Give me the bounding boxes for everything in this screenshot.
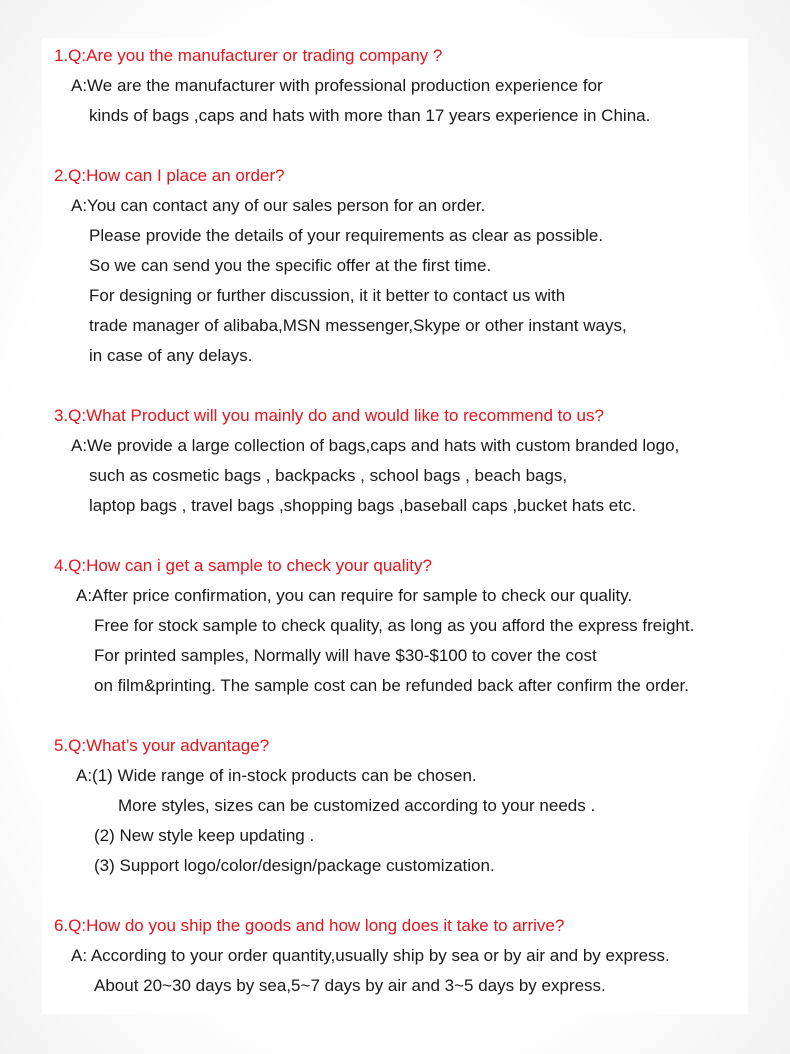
faq-answer-line: A:We provide a large collection of bags,caps and hats with custom branded logo, <box>71 436 680 455</box>
faq-answer-line: (2) New style keep updating . <box>94 826 315 845</box>
faq-answer-line: laptop bags , travel bags ,shopping bags ,baseball caps ,bucket hats etc. <box>89 496 637 515</box>
faq-item-6 <box>54 911 748 1001</box>
faq-question: 1.Q:Are you the manufacturer or trading company ? <box>54 46 443 65</box>
faq-answer-line: Please provide the details of your requirements as clear as possible. <box>89 226 604 245</box>
faq-answer-line: So we can send you the specific offer at the first time. <box>89 256 492 275</box>
faq-answer-line: For printed samples, Normally will have $30-$100 to cover the cost <box>94 646 597 665</box>
faq-question: 2.Q:How can I place an order? <box>54 166 285 185</box>
faq-answer-line: trade manager of alibaba,MSN messenger,Skype or other instant ways, <box>89 316 627 335</box>
faq-answer-line: About 20~30 days by sea,5~7 days by air and 3~5 days by express. <box>94 976 606 995</box>
faq-answer-line: A:We are the manufacturer with professional production experience for <box>71 76 603 95</box>
faq-answer-line: (3) Support logo/color/design/package customization. <box>94 856 495 875</box>
faq-answer-line: More styles, sizes can be customized according to your needs . <box>118 796 596 815</box>
faq-question: 4.Q:How can i get a sample to check your quality? <box>54 556 432 575</box>
faq-question: 3.Q:What Product will you mainly do and would like to recommend to us? <box>54 406 604 425</box>
faq-answer-line: A:You can contact any of our sales person for an order. <box>71 196 486 215</box>
faq-question: 6.Q:How do you ship the goods and how long does it take to arrive? <box>54 916 565 935</box>
faq-answer-line: on film&printing. The sample cost can be refunded back after confirm the order. <box>94 676 689 695</box>
faq-answer-line: A:After price confirmation, you can require for sample to check our quality. <box>76 586 633 605</box>
faq-item-2 <box>54 161 748 371</box>
faq-answer-line: A:(1) Wide range of in-stock products can be chosen. <box>76 766 477 785</box>
faq-answer-line: kinds of bags ,caps and hats with more than 17 years experience in China. <box>89 106 651 125</box>
faq-answer-line: Free for stock sample to check quality, as long as you afford the express freight. <box>94 616 695 635</box>
faq-answer-line: in case of any delays. <box>89 346 253 365</box>
faq-answer-line: For designing or further discussion, it it better to contact us with <box>89 286 566 305</box>
faq-answer-line: A: According to your order quantity,usually ship by sea or by air and by express. <box>71 946 670 965</box>
faq-question: 5.Q:What’s your advantage? <box>54 736 270 755</box>
faq-item-3 <box>54 401 748 521</box>
faq-item-1 <box>54 41 748 131</box>
faq-answer-line: such as cosmetic bags , backpacks , school bags , beach bags, <box>89 466 568 485</box>
faq-item-4 <box>54 551 748 701</box>
faq-item-5 <box>54 731 748 881</box>
faq-sheet <box>42 38 748 1014</box>
